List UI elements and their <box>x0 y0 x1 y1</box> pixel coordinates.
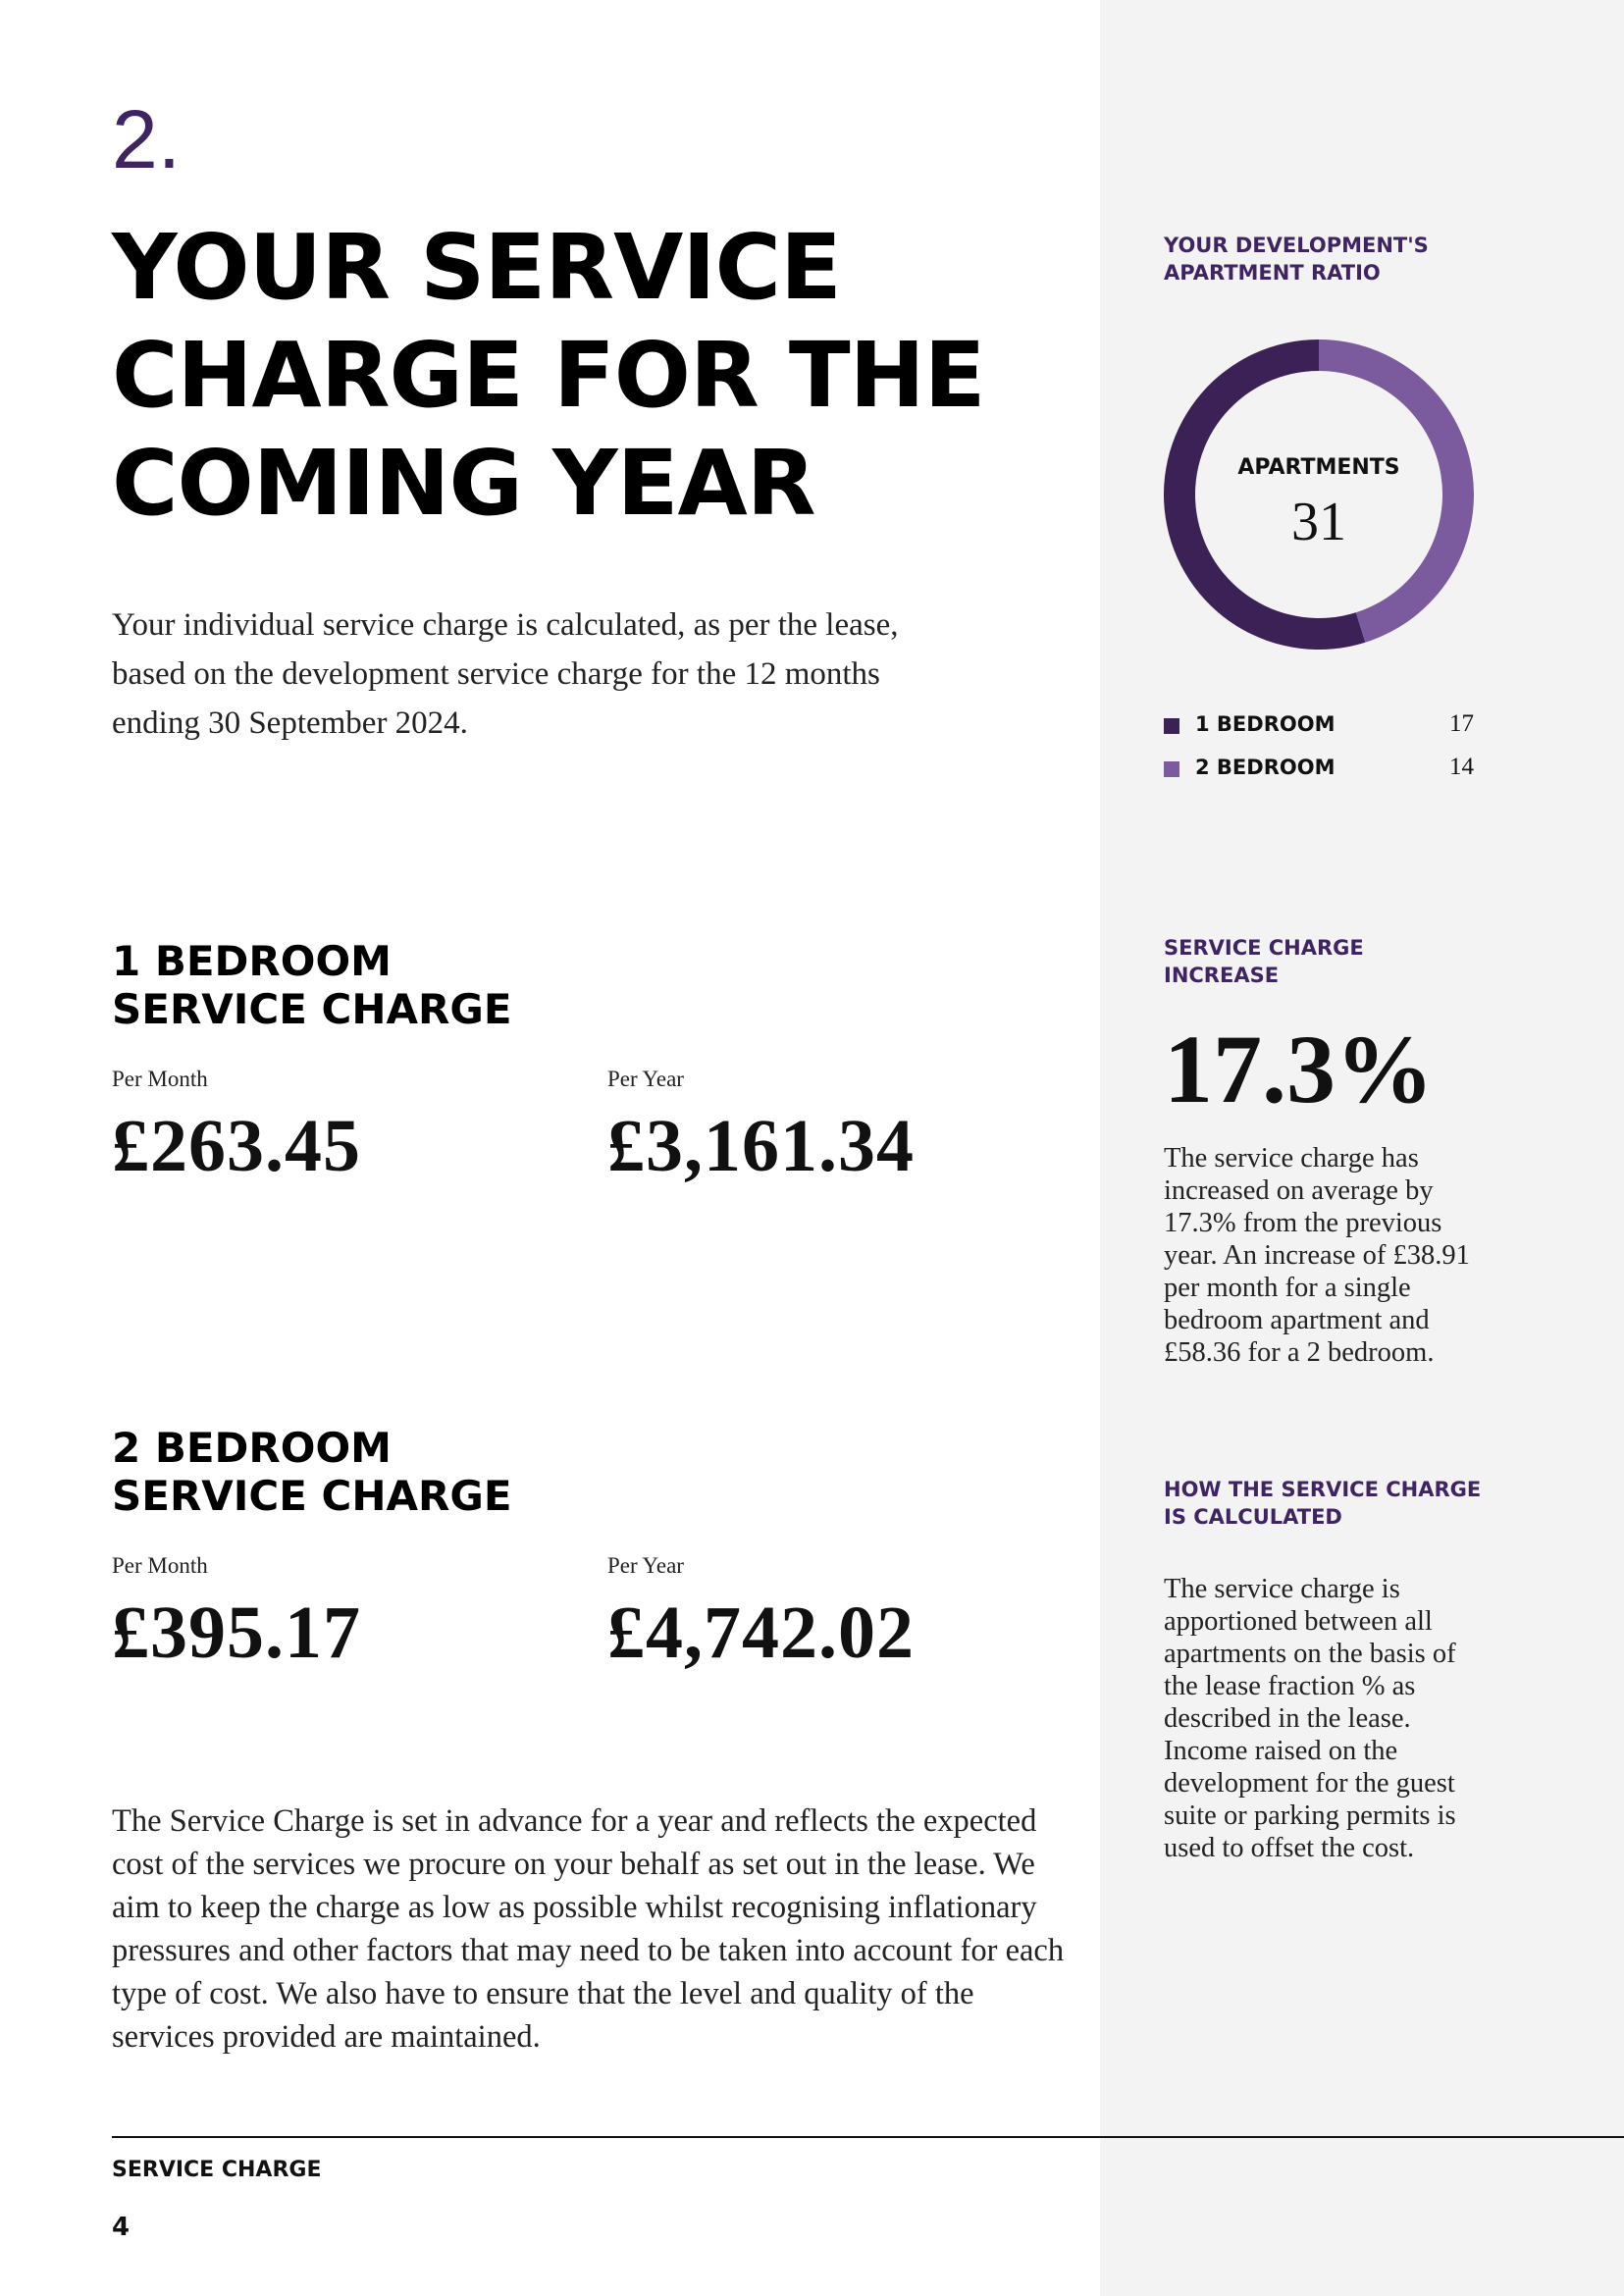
calculation-description: The service charge is apportioned between all apartments on the basis of the lease fraction % as described in the lease. Income raised on the development for the guest suite or parking permits is used to offset the cost. <box>1164 1574 1456 1863</box>
two-bedroom-per-year-label: Per Year <box>607 1553 684 1578</box>
one-bedroom-per-month-label: Per Month <box>112 1067 208 1091</box>
increase-heading <box>1164 934 1364 989</box>
legend-swatch <box>1164 761 1179 777</box>
heading-line: APARTMENT RATIO <box>1164 261 1381 285</box>
legend-item-two-bedroom <box>1164 754 1474 783</box>
service-charge-explanation: The Service Charge is set in advance for a year and reflects the expected cost of the services we procure on your behalf as set out in the lease. We aim to keep the charge as low as possible whilst recognising inflationary pressures and other factors that may need to be taken into account for each type of cost. We also have to ensure that the level and quality of the services provided are maintained. <box>112 1803 1065 2055</box>
legend-swatch <box>1164 718 1179 734</box>
donut-center-label: APARTMENTS <box>1237 455 1400 480</box>
donut-center-value: 31 <box>1291 492 1346 552</box>
heading-line: SERVICE CHARGE <box>112 1472 512 1520</box>
legend-value: 17 <box>1449 710 1474 737</box>
heading-line: 1 BEDROOM <box>112 937 392 985</box>
one-bedroom-per-year-label: Per Year <box>607 1067 684 1091</box>
increase-percentage: 17.3% <box>1164 1015 1434 1123</box>
heading-line: INCREASE <box>1164 964 1280 987</box>
donut-center <box>1164 339 1474 650</box>
increase-description: The service charge has increased on average by 17.3% from the previous year. An increase of £38.91 per month for a single bedroom apartment and £58.36 for a 2 bedroom. <box>1164 1143 1470 1368</box>
two-bedroom-per-month-value: £395.17 <box>112 1592 361 1674</box>
page-title-line: COMING YEAR <box>112 431 815 536</box>
footer-divider <box>112 2136 1624 2138</box>
heading-line: IS CALCULATED <box>1164 1505 1342 1529</box>
heading-line: YOUR DEVELOPMENT'S <box>1164 234 1429 257</box>
apartment-ratio-heading <box>1164 232 1429 287</box>
footer-label: SERVICE CHARGE <box>112 2158 322 2182</box>
legend-label: 1 BEDROOM <box>1195 712 1336 736</box>
heading-line: SERVICE CHARGE <box>1164 936 1364 960</box>
legend-item-one-bedroom <box>1164 710 1474 740</box>
one-bedroom-per-year-value: £3,161.34 <box>607 1105 915 1187</box>
page-number: 4 <box>112 2213 131 2242</box>
legend-value: 14 <box>1449 754 1474 780</box>
legend-label: 2 BEDROOM <box>1195 756 1336 779</box>
calculation-heading <box>1164 1476 1481 1531</box>
two-bedroom-per-month-label: Per Month <box>112 1553 208 1578</box>
two-bedroom-heading <box>112 1424 512 1520</box>
heading-line: SERVICE CHARGE <box>112 985 512 1033</box>
one-bedroom-heading <box>112 937 512 1033</box>
heading-line: HOW THE SERVICE CHARGE <box>1164 1478 1482 1501</box>
intro-paragraph: Your individual service charge is calculated, as per the lease, based on the development service charge for the 12 months ending 30 September 2024. <box>112 607 899 741</box>
page-title-line: YOUR SERVICE <box>112 215 841 320</box>
apartment-ratio-chart <box>1164 339 1474 650</box>
section-number: 2. <box>112 93 182 185</box>
two-bedroom-per-year-value: £4,742.02 <box>607 1592 915 1674</box>
page-title-line: CHARGE FOR THE <box>112 323 985 428</box>
one-bedroom-per-month-value: £263.45 <box>112 1105 361 1187</box>
page-title <box>112 214 984 538</box>
heading-line: 2 BEDROOM <box>112 1424 392 1472</box>
